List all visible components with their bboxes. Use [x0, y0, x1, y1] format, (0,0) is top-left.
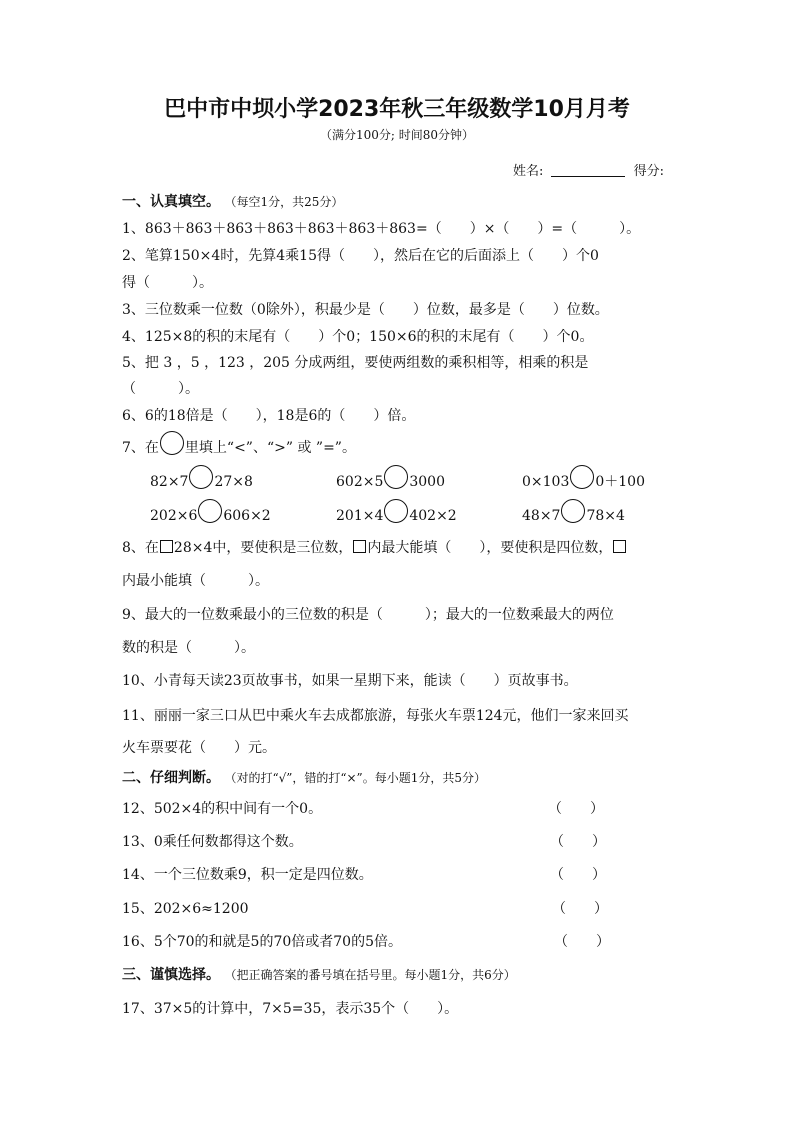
compare-circle-icon[interactable]: [189, 465, 213, 489]
judge-item-13: 13、0乘任何数都得这个数。: [122, 834, 303, 850]
compare-left: 602×5: [336, 474, 384, 490]
compare-item-3: [522, 470, 645, 494]
name-label: 姓名:: [512, 164, 544, 179]
compare-left: 201×4: [336, 508, 384, 524]
question-7-prefix: 7、在: [122, 440, 159, 456]
section-3-heading: [122, 964, 516, 984]
judge-item-16: 16、5个70的和就是5的70倍或者70的5倍。: [122, 934, 402, 950]
judge-item-12: 12、502×4的积中间有一个0。: [122, 801, 323, 817]
compare-left: 48×7: [522, 508, 561, 524]
compare-item-6: [522, 504, 625, 528]
compare-item-5: [336, 504, 457, 528]
section-1-heading: [122, 191, 343, 211]
q8-text-2: 28×4中，要使积是三位数，: [173, 540, 353, 556]
name-score-row: [513, 160, 664, 179]
compare-circle-icon[interactable]: [561, 499, 585, 523]
question-5-line-1: 5、把 3 ，5 ，123 ，205 分成两组，要使两组数的乘积相等，相乘的积是: [122, 355, 589, 371]
question-6: 6、6的18倍是（ ），18是6的（ ）倍。: [122, 408, 416, 424]
judge-answer-16[interactable]: （ ）: [554, 934, 610, 950]
name-blank[interactable]: [551, 162, 625, 177]
box-icon: [613, 540, 626, 553]
question-1: 1、863＋863＋863＋863＋863＋863＋863=（ ）×（ ）=（ ）。: [122, 221, 641, 237]
page-subtitle: （满分100分; 时间80分钟）: [319, 128, 475, 142]
compare-circle-icon[interactable]: [570, 465, 594, 489]
compare-right: 606×2: [223, 508, 271, 524]
question-3: 3、三位数乘一位数（0除外），积最少是（ ）位数，最多是（ ）位数。: [122, 302, 609, 318]
question-9-line-1: 9、最大的一位数乘最小的三位数的积是（ ）；最大的一位数乘最大的两位: [122, 607, 614, 623]
compare-right: 0＋100: [595, 474, 645, 490]
question-2-line-2: 得（ ）。: [122, 275, 213, 291]
question-5-line-2: （ ）。: [122, 381, 199, 397]
question-11-line-2: 火车票要花（ ）元。: [122, 740, 276, 756]
judge-item-15: 15、202×6≈1200: [122, 901, 249, 917]
question-10: 10、小青每天读23页故事书，如果一星期下来，能读（ ）页故事书。: [122, 673, 578, 689]
section-1-title: 一、认真填空。: [122, 194, 220, 210]
compare-right: 27×8: [214, 474, 253, 490]
compare-circle-icon: [160, 431, 184, 455]
q8-text-3: 内最大能填（ ），要使积是四位数，: [367, 540, 613, 556]
box-icon: [160, 540, 173, 553]
compare-item-1: [150, 470, 253, 494]
section-3-title: 三、谨慎选择。: [122, 967, 220, 983]
compare-circle-icon[interactable]: [198, 499, 222, 523]
q8-text-1: 8、在: [122, 540, 159, 556]
question-11-line-1: 11、丽丽一家三口从巴中乘火车去成都旅游，每张火车票124元，他们一家来回买: [122, 708, 629, 724]
question-4: 4、125×8的积的末尾有（ ）个0；150×6的积的末尾有（ ）个0。: [122, 329, 594, 345]
question-8-line-1: [122, 537, 627, 557]
judge-answer-14[interactable]: （ ）: [550, 867, 606, 883]
compare-left: 82×7: [150, 474, 189, 490]
question-8-line-2: 内最小能填（ ）。: [122, 573, 269, 589]
compare-right: 402×2: [409, 508, 457, 524]
question-7: [122, 436, 356, 460]
judge-item-14: 14、一个三位数乘9，积一定是四位数。: [122, 867, 373, 883]
compare-circle-icon[interactable]: [384, 499, 408, 523]
compare-left: 202×6: [150, 508, 198, 524]
section-2-note: （对的打“√”，错的打“×”。每小题1分，共5分）: [224, 771, 486, 785]
section-1-note: （每空1分，共25分）: [224, 195, 344, 209]
section-3-note: （把正确答案的番号填在括号里。每小题1分，共6分）: [224, 968, 516, 982]
question-2-line-1: 2、笔算150×4时，先算4乘15得（ ），然后在它的后面添上（ ）个0: [122, 248, 599, 264]
judge-answer-13[interactable]: （ ）: [550, 834, 606, 850]
question-17: 17、37×5的计算中，7×5=35，表示35个（ ）。: [122, 1001, 459, 1017]
judge-answer-12[interactable]: （ ）: [548, 801, 604, 817]
question-7-suffix: 里填上“<”、“>” 或 ”=”。: [184, 440, 356, 456]
section-2-title: 二、仔细判断。: [122, 770, 220, 786]
box-icon: [353, 540, 366, 553]
judge-answer-15[interactable]: （ ）: [552, 901, 608, 917]
score-label: 得分:: [633, 164, 664, 179]
compare-left: 0×103: [522, 474, 570, 490]
compare-right: 3000: [409, 474, 445, 490]
page-title: 巴中市中坝小学2023年秋三年级数学10月月考: [164, 97, 630, 122]
compare-item-4: [150, 504, 271, 528]
compare-circle-icon[interactable]: [384, 465, 408, 489]
compare-right: 78×4: [586, 508, 625, 524]
section-2-heading: [122, 767, 486, 787]
question-9-line-2: 数的积是（ ）。: [122, 640, 255, 656]
compare-item-2: [336, 470, 445, 494]
